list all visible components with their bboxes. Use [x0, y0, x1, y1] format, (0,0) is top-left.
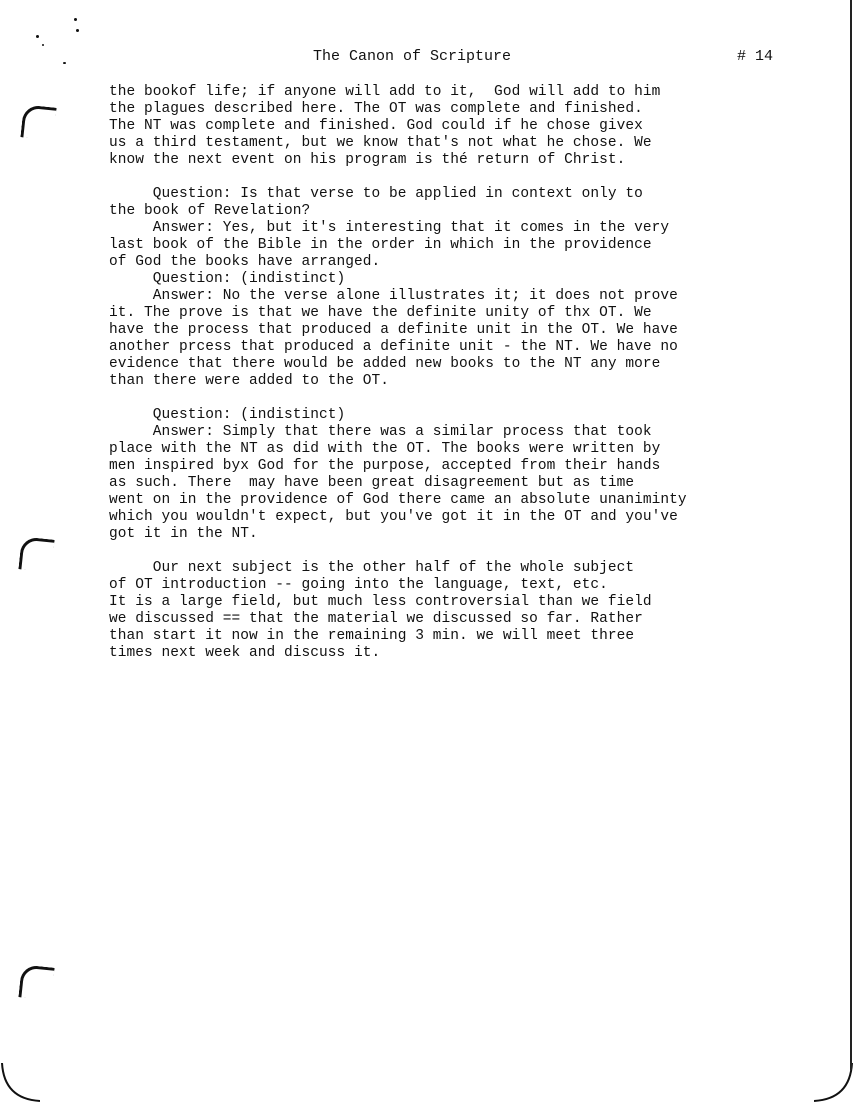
text-line: the bookof life; if anyone will add to it, God will add to him [109, 84, 661, 100]
paragraph-gap [109, 390, 829, 407]
text-line: know the next event on his program is thé return of Christ. [109, 152, 626, 168]
text-line: have the process that produced a definite unit in the OT. We have [109, 322, 678, 338]
text-line: The NT was complete and finished. God could if he chose givex [109, 118, 643, 134]
ink-speck [76, 29, 79, 32]
ink-speck [42, 44, 44, 46]
text-line: than start it now in the remaining 3 min. we will meet three [109, 628, 635, 644]
text-line: last book of the Bible in the order in which in the providence [109, 237, 652, 253]
text-line: got it in the NT. [109, 526, 258, 542]
paragraph-gap [109, 543, 829, 560]
text-line: times next week and discuss it. [109, 645, 381, 661]
text-line: Question: Is that verse to be applied in context only to [109, 186, 643, 202]
page-title: The Canon of Scripture [313, 48, 512, 65]
text-line: It is a large field, but much less controversial than we field [109, 594, 652, 610]
page-corner-bottom-left [0, 1063, 40, 1103]
text-line: as such. There may have been great disagreement but as time [109, 475, 635, 491]
text-line: it. The prove is that we have the definite unity of thx OT. We [109, 305, 652, 321]
text-line: Our next subject is the other half of the whole subject [109, 560, 635, 576]
text-line: which you wouldn't expect, but you've got it in the OT and you've [109, 509, 678, 525]
text-line: Question: (indistinct) [109, 407, 346, 423]
text-line: us a third testament, but we know that's not what he chose. We [109, 135, 652, 151]
text-line: another prcess that produced a definite unit - the NT. We have no [109, 339, 678, 355]
text-line: Answer: Yes, but it's interesting that it comes in the very [109, 220, 670, 236]
text-line: the book of Revelation? [109, 203, 311, 219]
text-line: of God the books have arranged. [109, 254, 381, 270]
paragraph [109, 186, 829, 390]
page-corner-bottom-right [814, 1063, 854, 1103]
ink-speck [74, 18, 77, 21]
paragraph-gap [109, 169, 829, 186]
paragraph [109, 84, 829, 169]
text-line: Answer: Simply that there was a similar process that took [109, 424, 652, 440]
text-line: men inspired byx God for the purpose, accepted from their hands [109, 458, 661, 474]
text-line: evidence that there would be added new books to the NT any more [109, 356, 661, 372]
text-line: the plagues described here. The OT was complete and finished. [109, 101, 643, 117]
page-number: # 14 [737, 48, 774, 65]
page-edge-right [850, 0, 852, 1070]
text-line: than there were added to the OT. [109, 373, 390, 389]
document-body [109, 84, 829, 662]
text-line: went on in the providence of God there came an absolute unaniminty [109, 492, 687, 508]
text-line: Question: (indistinct) [109, 271, 346, 287]
text-line: Answer: No the verse alone illustrates it; it does not prove [109, 288, 678, 304]
text-line: we discussed == that the material we discussed so far. Rather [109, 611, 643, 627]
text-line: place with the NT as did with the OT. The books were written by [109, 441, 661, 457]
hole-punch-mark-middle [18, 536, 54, 572]
hole-punch-mark-bottom [18, 964, 54, 1000]
hole-punch-mark-top [20, 104, 56, 140]
text-line: of OT introduction -- going into the language, text, etc. [109, 577, 608, 593]
paragraph [109, 407, 829, 543]
paragraph [109, 560, 829, 662]
ink-speck [36, 35, 39, 38]
page-header [0, 48, 854, 68]
